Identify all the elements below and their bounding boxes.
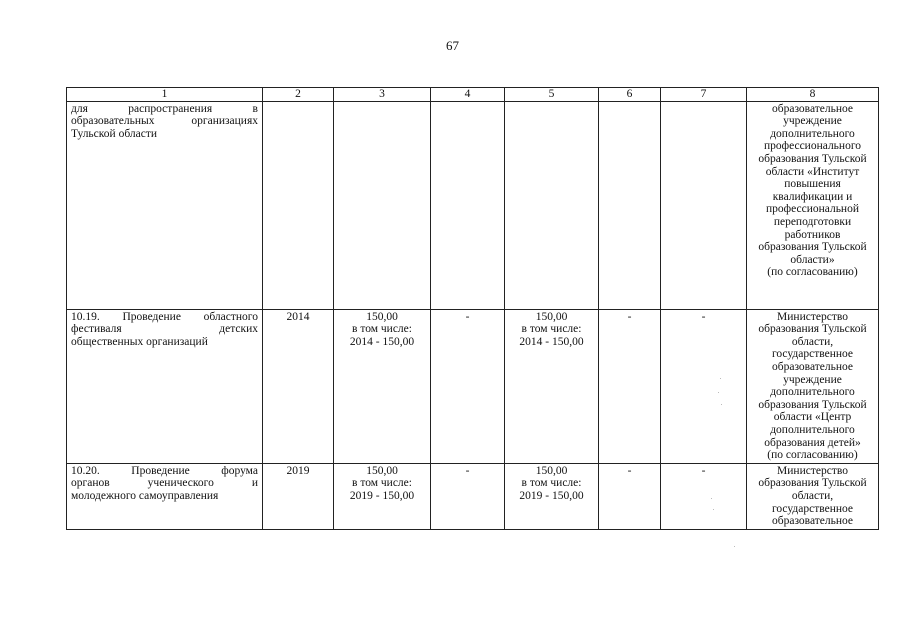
executor-line: переподготовки — [773, 215, 852, 228]
amount-line: в том числе: — [352, 323, 412, 336]
executor-line: учреждение — [783, 115, 842, 128]
amount-line: 2019 - 150,00 — [349, 489, 415, 502]
total-cell — [334, 101, 431, 309]
event-name-line: фестиваля детских — [71, 323, 258, 336]
executor-line: государственное — [771, 502, 854, 515]
executor-line: (по согласованию) — [767, 266, 858, 279]
regional-cell — [505, 463, 599, 529]
total-cell — [334, 463, 431, 529]
executor-cell — [747, 463, 879, 529]
scan-artifact — [734, 546, 735, 547]
year-cell: 2014 — [263, 309, 334, 463]
page-number: 67 — [446, 38, 459, 53]
other-cell — [661, 101, 747, 309]
federal-cell: - — [431, 309, 505, 463]
executor-line: образовательное — [771, 102, 854, 115]
event-name-line: 10.20. Проведение форума — [71, 464, 258, 477]
amount-line: 2019 - 150,00 — [519, 489, 584, 502]
executor-line: профессионального — [763, 140, 862, 153]
event-name-line: общественных организаций — [71, 335, 208, 348]
executor-line: образования Тульской — [758, 323, 867, 336]
table-row — [67, 309, 879, 463]
amount-line: 2014 - 150,00 — [349, 335, 415, 348]
other-cell: - — [661, 309, 747, 463]
executor-line: области «Центр — [773, 411, 852, 424]
executor-line: (по согласованию) — [767, 449, 858, 462]
executor-cell — [747, 101, 879, 309]
column-header: 6 — [599, 88, 661, 102]
event-name-line: органов ученического и — [71, 477, 258, 490]
amount-line: в том числе: — [521, 323, 582, 336]
scan-artifact — [720, 378, 721, 379]
executor-line: области, — [791, 489, 834, 502]
column-header: 8 — [747, 88, 879, 102]
local-cell: - — [599, 463, 661, 529]
scan-artifact — [713, 509, 714, 510]
executor-line: дополнительного — [770, 423, 855, 436]
executor-line: повышения — [784, 178, 841, 191]
executor-line: Министерство — [777, 310, 848, 323]
event-name-cell — [67, 309, 263, 463]
table-row — [67, 463, 879, 529]
event-name-cell — [67, 463, 263, 529]
regional-cell — [505, 309, 599, 463]
column-header: 3 — [334, 88, 431, 102]
event-name-line: 10.19. Проведение областного — [71, 310, 258, 323]
event-name-cell — [67, 101, 263, 309]
executor-line: области» — [790, 253, 835, 266]
amount-line: 150,00 — [535, 464, 568, 477]
amount-line: 150,00 — [535, 310, 568, 323]
scan-artifact — [721, 404, 722, 405]
amount-line: в том числе: — [352, 477, 412, 490]
executor-line: образования Тульской — [758, 152, 867, 165]
executor-line: Министерство — [777, 464, 848, 477]
column-header: 1 — [67, 88, 263, 102]
executor-line: профессиональной — [765, 203, 859, 216]
event-name-line: для распространения в — [71, 102, 258, 115]
year-cell — [263, 101, 334, 309]
other-cell: - — [661, 463, 747, 529]
executor-line: образовательное — [771, 360, 854, 373]
event-name-line: Тульской области — [71, 127, 158, 140]
executor-line: образования Тульской — [758, 477, 867, 490]
event-name-line: молодежного самоуправления — [71, 489, 219, 502]
column-header: 4 — [431, 88, 505, 102]
column-header: 2 — [263, 88, 334, 102]
amount-line: 2014 - 150,00 — [519, 335, 584, 348]
year-cell: 2019 — [263, 463, 334, 529]
federal-cell — [431, 101, 505, 309]
regional-cell — [505, 101, 599, 309]
total-cell — [334, 309, 431, 463]
local-cell — [599, 101, 661, 309]
column-header: 5 — [505, 88, 599, 102]
amount-line: 150,00 — [366, 310, 398, 323]
data-table — [66, 87, 879, 530]
executor-line: области «Институт — [765, 165, 860, 178]
local-cell: - — [599, 309, 661, 463]
executor-line: образования Тульской — [758, 241, 867, 254]
executor-line: образования Тульской — [758, 398, 867, 411]
column-header: 7 — [661, 88, 747, 102]
federal-cell: - — [431, 463, 505, 529]
executor-line: государственное — [771, 348, 854, 361]
executor-line: области, — [791, 335, 834, 348]
scan-artifact — [711, 498, 712, 499]
executor-line: образования детей» — [764, 436, 861, 449]
event-name-line: образовательных организациях — [71, 115, 258, 128]
header-row — [67, 88, 879, 102]
executor-line: учреждение — [783, 373, 842, 386]
amount-line: 150,00 — [366, 464, 398, 477]
executor-line: дополнительного — [770, 127, 855, 140]
scan-artifact — [718, 392, 719, 393]
executor-cell — [747, 309, 879, 463]
executor-line: квалификации и — [772, 190, 853, 203]
executor-line: работников — [784, 228, 841, 241]
executor-line: дополнительного — [770, 386, 855, 399]
table-row — [67, 101, 879, 309]
amount-line: в том числе: — [521, 477, 582, 490]
executor-line: образовательное — [771, 515, 854, 528]
